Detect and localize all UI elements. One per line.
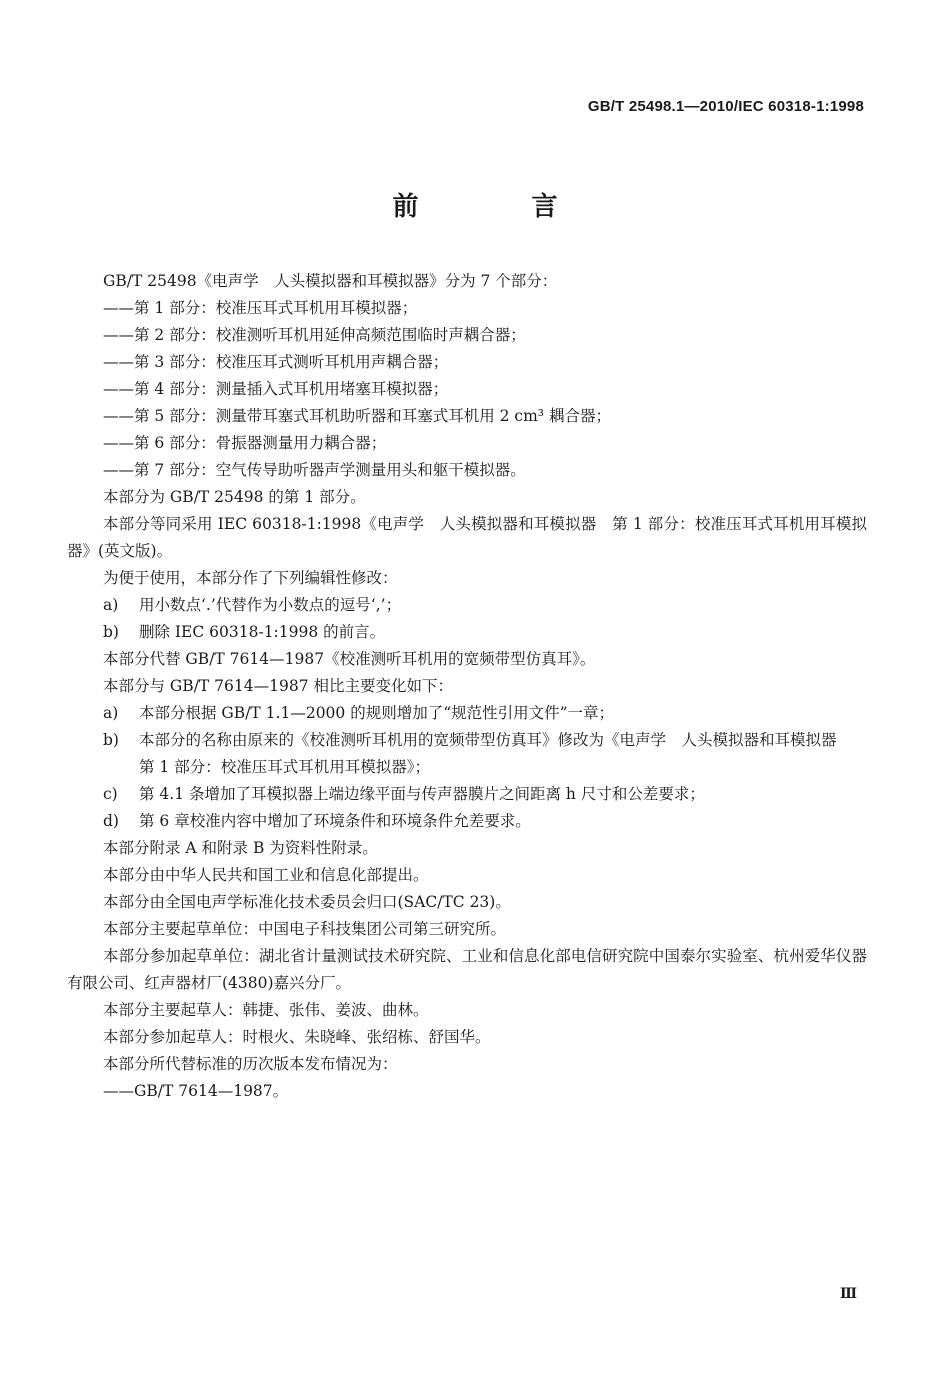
part-list-item: ——第 5 部分：测量带耳塞式耳机助听器和耳塞式耳机用 2 cm³ 耦合器；: [103, 407, 611, 425]
annex-paragraph: 本部分附录 A 和附录 B 为资料性附录。: [103, 839, 378, 857]
intro-paragraph: GB/T 25498《电声学 人头模拟器和耳模拟器》分为 7 个部分：: [103, 272, 558, 290]
item-label: b): [103, 731, 119, 749]
history-intro-paragraph: 本部分所代替标准的历次版本发布情况为：: [103, 1055, 398, 1073]
item-text: 删除 IEC 60318-1:1998 的前言。: [139, 623, 386, 641]
page-number: Ⅲ: [839, 1287, 857, 1302]
item-text: 用小数点‘.’代替作为小数点的逗号‘,’；: [139, 596, 402, 614]
item-text: 第 4.1 条增加了耳模拟器上端边缘平面与传声器膜片之间距离 h 尺寸和公差要求；: [139, 785, 705, 803]
part-of-paragraph: 本部分为 GB/T 25498 的第 1 部分。: [103, 488, 366, 506]
page-title: 前 言: [392, 192, 610, 222]
edit-list-item: [67, 619, 867, 646]
part-list-item: ——第 4 部分：测量插入式耳机用堵塞耳模拟器；: [103, 380, 449, 398]
item-label: d): [103, 812, 119, 830]
part-list-item: ——第 7 部分：空气传导助听器声学测量用头和躯干模拟器。: [103, 461, 526, 479]
change-list-item: [67, 781, 867, 808]
item-text: 第 6 章校准内容中增加了环境条件和环境条件允差要求。: [139, 812, 531, 830]
adoption-paragraph: 本部分等同采用 IEC 60318-1:1998《电声学 人头模拟器和耳模拟器 第 1 部分：校准压耳式耳机用耳模拟器》(英文版)。: [67, 515, 867, 560]
proposed-paragraph: 本部分由中华人民共和国工业和信息化部提出。: [103, 866, 429, 884]
change-list-item: [67, 727, 867, 781]
part-list-item: ——第 2 部分：校准测听耳机用延伸高频范围临时声耦合器；: [103, 326, 526, 344]
edit-intro-paragraph: 为便于使用，本部分作了下列编辑性修改：: [103, 569, 398, 587]
document-body: [67, 268, 867, 1105]
participating-units-paragraph: 本部分参加起草单位：湖北省计量测试技术研究院、工业和信息化部电信研究院中国泰尔实验室、杭州爱华仪器有限公司、红声器材厂(4380)嘉兴分厂。: [67, 947, 867, 992]
item-text: 本部分的名称由原来的《校准测听耳机用的宽频带型仿真耳》修改为《电声学 人头模拟器和耳模拟器 第 1 部分：校准压耳式耳机用耳模拟器》；: [139, 731, 853, 776]
change-list-item: [67, 700, 867, 727]
item-label: a): [103, 704, 119, 722]
item-label: c): [103, 785, 118, 803]
part-list-item: ——第 1 部分：校准压耳式耳机用耳模拟器；: [103, 299, 418, 317]
edit-list-item: [67, 592, 867, 619]
item-label: b): [103, 623, 119, 641]
main-drafters-paragraph: 本部分主要起草人：韩捷、张伟、姜波、曲林。: [103, 1001, 429, 1019]
participating-drafters-paragraph: 本部分参加起草人：时根火、朱晓峰、张绍栋、舒国华。: [103, 1028, 491, 1046]
item-text: 本部分根据 GB/T 1.1—2000 的规则增加了“规范性引用文件”一章；: [139, 704, 615, 722]
item-label: a): [103, 596, 119, 614]
changes-intro-paragraph: 本部分与 GB/T 7614—1987 相比主要变化如下：: [103, 677, 454, 695]
main-unit-paragraph: 本部分主要起草单位：中国电子科技集团公司第三研究所。: [103, 920, 507, 938]
change-list-item: [67, 808, 867, 835]
part-list-item: ——第 6 部分：骨振器测量用力耦合器；: [103, 434, 387, 452]
centralized-paragraph: 本部分由全国电声学标准化技术委员会归口(SAC/TC 23)。: [103, 893, 511, 911]
part-list-item: ——第 3 部分：校准压耳式测听耳机用声耦合器；: [103, 353, 449, 371]
replace-paragraph: 本部分代替 GB/T 7614—1987《校准测听耳机用的宽频带型仿真耳》。: [103, 650, 596, 668]
standard-code-header: GB/T 25498.1—2010/IEC 60318-1:1998: [587, 98, 864, 115]
history-list-item: ——GB/T 7614—1987。: [103, 1082, 289, 1100]
